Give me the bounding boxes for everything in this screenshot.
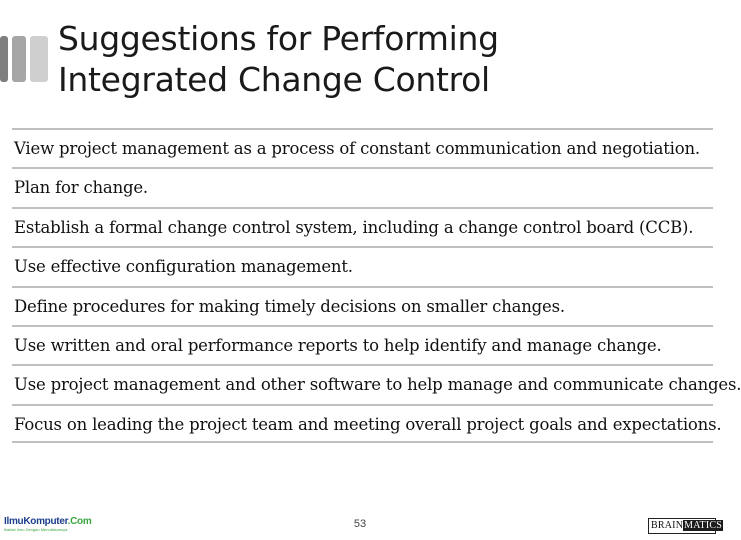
table-row: Focus on leading the project team and meeting overall project goals and expectations. — [12, 404, 713, 443]
slide-title — [58, 18, 698, 100]
table-row: Establish a formal change control system, including a change control board (CCB). — [12, 207, 713, 246]
table-row: Define procedures for making timely decisions on smaller changes. — [12, 286, 713, 325]
decorative-bar — [30, 36, 48, 82]
table-row: Use effective configuration management. — [12, 246, 713, 285]
title-line-2: Integrated Change Control — [58, 60, 490, 99]
decorative-bar — [0, 36, 8, 82]
table-row: View project management as a process of constant communication and negotiation. — [12, 128, 713, 167]
logo-main-text — [4, 516, 92, 527]
brand-part-2: MATICS — [684, 520, 722, 531]
brand-part-1: BRAIN — [651, 520, 684, 531]
logo-suffix: .Com — [67, 516, 92, 527]
logo-tagline: Ikatlah Ilmu Dengan Menuliskannya — [4, 527, 68, 532]
decorative-bar — [12, 36, 26, 82]
table-row: Use written and oral performance reports to help identify and manage change. — [12, 325, 713, 364]
table-row: Use project management and other software to help manage and communicate changes. — [12, 364, 713, 403]
ilmukomputer-logo — [4, 516, 92, 536]
brainmatics-logo — [648, 518, 722, 534]
decorative-bars — [0, 36, 50, 82]
table-row: Plan for change. — [12, 167, 713, 206]
brand-text — [649, 519, 722, 533]
logo-name: IlmuKomputer — [4, 516, 68, 527]
suggestions-table — [12, 128, 741, 443]
title-line-1: Suggestions for Performing — [58, 19, 499, 58]
page-number: 53 — [353, 518, 367, 530]
